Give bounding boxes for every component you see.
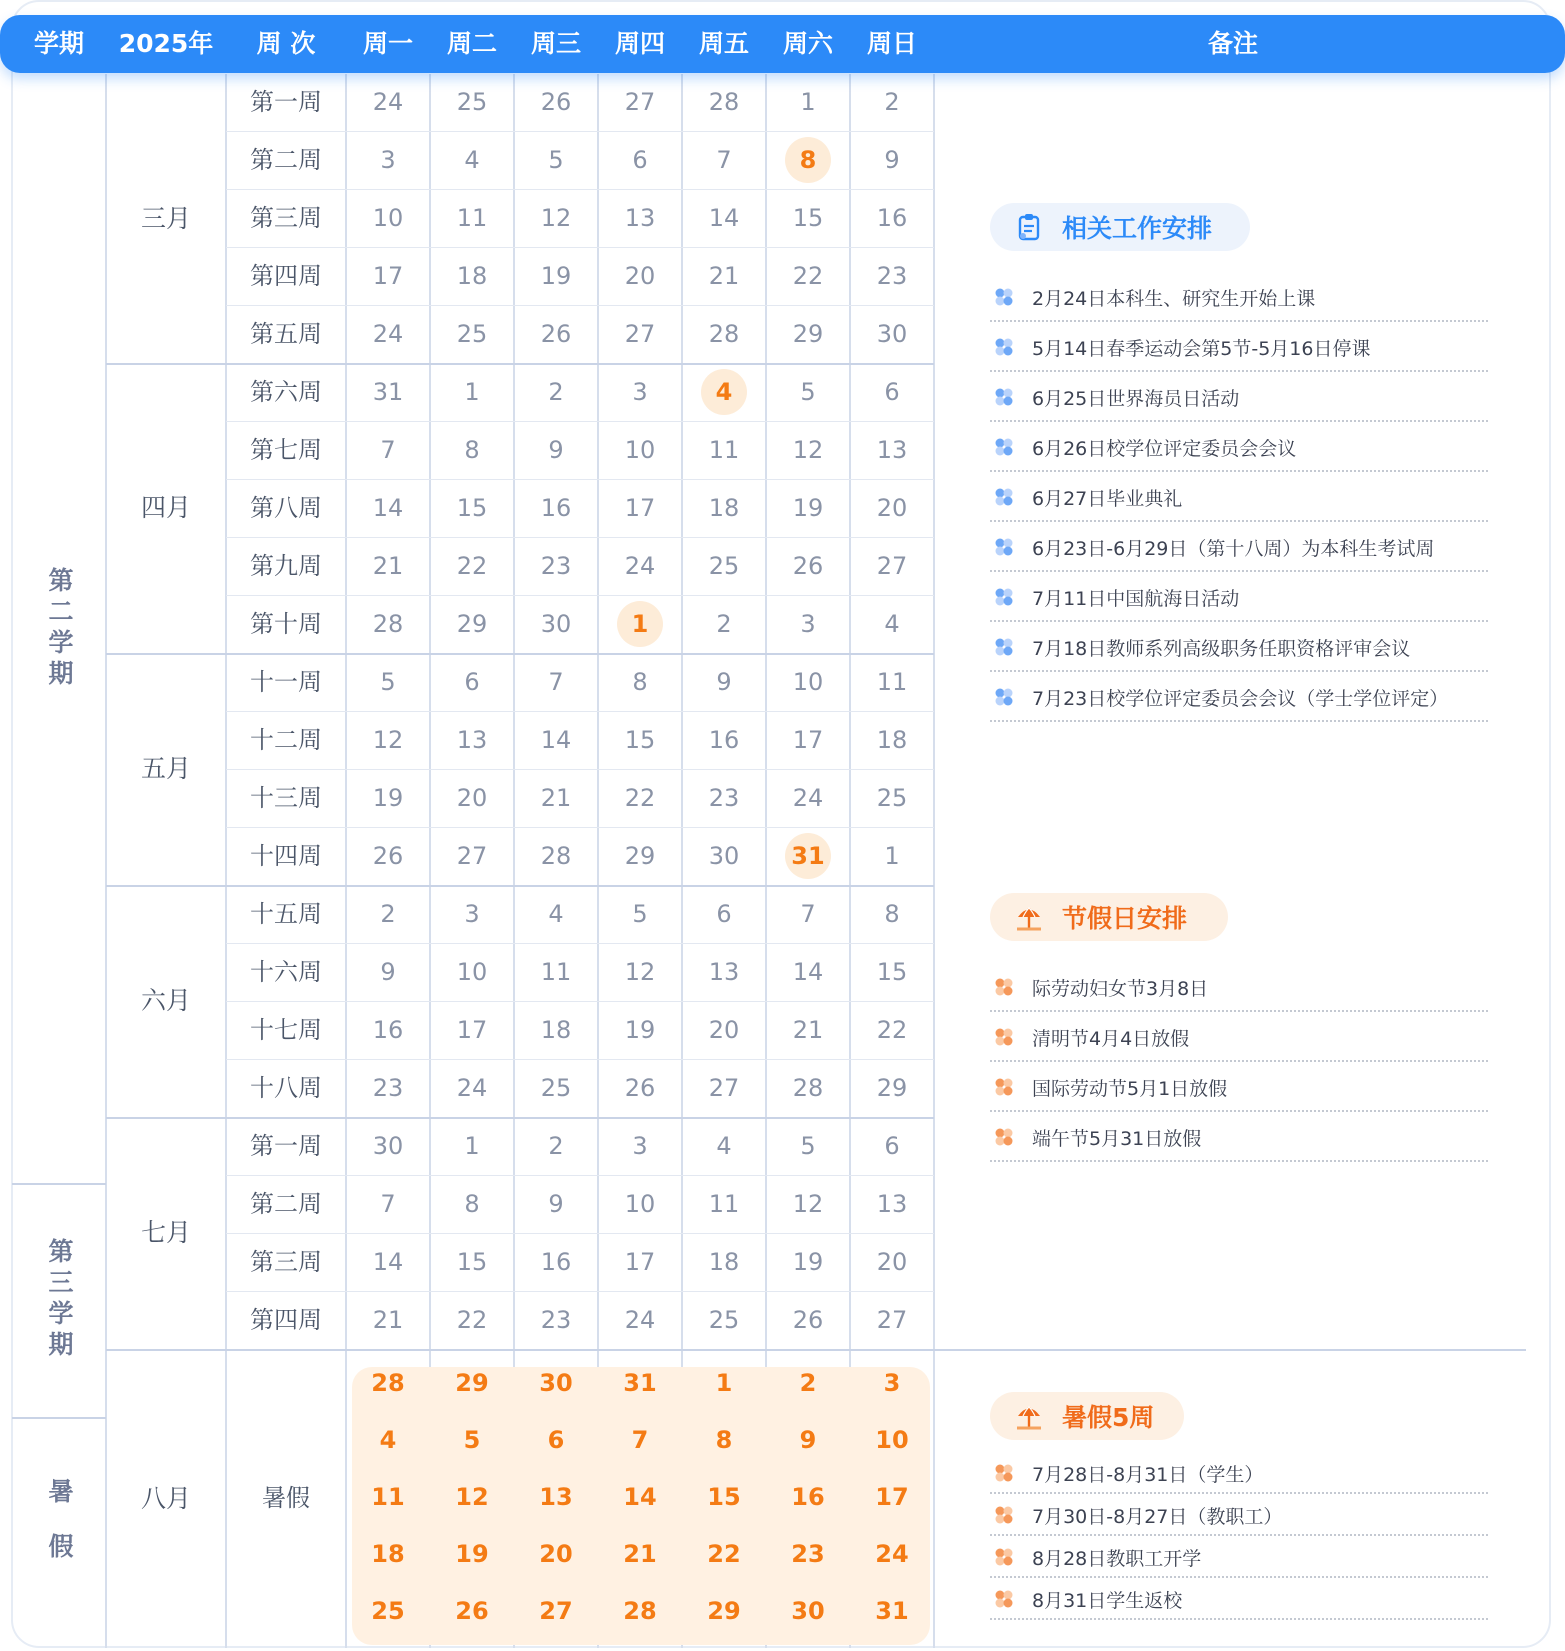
bullet-icon — [994, 1077, 1014, 1097]
calendar-date: 1 — [800, 88, 816, 116]
calendar-date: 22 — [456, 552, 488, 580]
calendar-date: 18 — [540, 1016, 572, 1044]
note-item-text: 6月25日世界海员日活动 — [1032, 387, 1240, 410]
calendar-date: 27 — [456, 842, 488, 870]
calendar-date: 23 — [540, 552, 572, 580]
calendar-date: 6 — [716, 900, 732, 928]
note-item-text: 8月28日教职工开学 — [1032, 1547, 1202, 1570]
note-item — [990, 374, 1488, 422]
calendar-date: 20 — [708, 1016, 740, 1044]
notes-section-title — [990, 203, 1250, 251]
calendar-date: 13 — [876, 1190, 908, 1218]
note-item — [990, 1014, 1488, 1062]
calendar-date: 5 — [800, 1132, 816, 1160]
calendar-date: 11 — [540, 958, 572, 986]
week-label: 十六周 — [250, 958, 322, 986]
clipboard-icon — [1014, 212, 1044, 242]
calendar-date: 8 — [464, 1190, 480, 1218]
calendar-date: 24 — [792, 784, 824, 812]
calendar-date: 3 — [464, 900, 480, 928]
header-thursday: 周四 — [614, 29, 665, 58]
note-item-text: 7月11日中国航海日活动 — [1032, 587, 1240, 610]
semester-label: 第三学期 — [45, 1238, 74, 1362]
calendar-date: 24 — [456, 1074, 488, 1102]
calendar-date: 3 — [632, 378, 648, 406]
calendar-date: 26 — [540, 320, 572, 348]
calendar-date: 7 — [380, 436, 396, 464]
summer-label: 暑假 — [262, 1484, 310, 1512]
calendar-date: 14 — [792, 958, 824, 986]
summer-date: 13 — [539, 1483, 573, 1511]
calendar-date: 1 — [464, 1132, 480, 1160]
calendar-date: 10 — [624, 436, 656, 464]
calendar-date: 27 — [876, 552, 908, 580]
calendar-date: 17 — [372, 262, 404, 290]
summer-date: 9 — [799, 1426, 817, 1454]
calendar-date: 22 — [876, 1016, 908, 1044]
summer-date: 28 — [371, 1369, 405, 1397]
calendar-date: 10 — [456, 958, 488, 986]
calendar-date: 7 — [716, 146, 732, 174]
summer-date: 29 — [455, 1369, 489, 1397]
calendar-date: 13 — [624, 204, 656, 232]
note-item-text: 端午节5月31日放假 — [1032, 1127, 1202, 1150]
week-label: 十七周 — [250, 1016, 322, 1044]
calendar-date: 14 — [372, 494, 404, 522]
calendar-date: 9 — [548, 1190, 564, 1218]
calendar-date: 10 — [372, 204, 404, 232]
header-wednesday: 周三 — [530, 29, 581, 58]
calendar-date: 20 — [876, 1248, 908, 1276]
holiday-date: 8 — [799, 146, 817, 174]
calendar-date: 4 — [716, 1132, 732, 1160]
note-item — [990, 424, 1488, 472]
week-label: 十四周 — [250, 842, 322, 870]
bullet-icon — [994, 1463, 1014, 1483]
calendar-date: 14 — [372, 1248, 404, 1276]
calendar-date: 24 — [372, 320, 404, 348]
notes-section-title-text: 暑假5周 — [1062, 1403, 1155, 1432]
bullet-icon — [994, 1547, 1014, 1567]
calendar-date: 26 — [540, 88, 572, 116]
calendar-date: 24 — [624, 552, 656, 580]
summer-date: 22 — [707, 1540, 741, 1568]
calendar-date: 18 — [708, 494, 740, 522]
calendar-date: 19 — [624, 1016, 656, 1044]
calendar-date: 28 — [708, 320, 740, 348]
calendar-date: 19 — [792, 494, 824, 522]
semester-label: 暑假 — [45, 1477, 74, 1588]
beach-umbrella-icon — [1014, 902, 1044, 932]
calendar-date: 15 — [792, 204, 824, 232]
calendar-date: 27 — [624, 88, 656, 116]
calendar-date: 20 — [876, 494, 908, 522]
calendar-date: 12 — [792, 436, 824, 464]
note-item-text: 际劳动妇女节3月8日 — [1032, 977, 1209, 1000]
bullet-icon — [994, 537, 1014, 557]
calendar-date: 15 — [876, 958, 908, 986]
note-item-text: 国际劳动节5月1日放假 — [1032, 1077, 1228, 1100]
beach-umbrella-icon — [1014, 1401, 1044, 1431]
calendar-date: 4 — [884, 610, 900, 638]
header-semester: 学期 — [33, 29, 84, 58]
note-item — [990, 964, 1488, 1012]
note-item — [990, 1496, 1488, 1536]
calendar-date: 23 — [540, 1306, 572, 1334]
calendar-date: 8 — [632, 668, 648, 696]
week-label: 十三周 — [250, 784, 322, 812]
calendar-date: 28 — [708, 88, 740, 116]
header-sunday: 周日 — [866, 29, 917, 58]
summer-date: 18 — [371, 1540, 405, 1568]
note-item — [990, 274, 1488, 322]
summer-date: 31 — [875, 1597, 909, 1625]
bullet-icon — [994, 977, 1014, 997]
summer-date: 4 — [379, 1426, 397, 1454]
calendar-date: 27 — [624, 320, 656, 348]
summer-date: 16 — [791, 1483, 825, 1511]
week-label: 第二周 — [250, 146, 322, 174]
calendar-date: 21 — [708, 262, 740, 290]
week-label: 第三周 — [250, 204, 322, 232]
note-item — [990, 674, 1488, 722]
calendar-date: 3 — [632, 1132, 648, 1160]
week-label: 十八周 — [250, 1074, 322, 1102]
calendar-date: 7 — [380, 1190, 396, 1218]
calendar-date: 10 — [792, 668, 824, 696]
calendar-date: 19 — [372, 784, 404, 812]
calendar-date: 9 — [884, 146, 900, 174]
summer-date: 14 — [623, 1483, 657, 1511]
calendar-date: 16 — [876, 204, 908, 232]
calendar-date: 29 — [876, 1074, 908, 1102]
month-label: 七月 — [140, 1218, 191, 1247]
calendar-date: 2 — [380, 900, 396, 928]
month-label: 八月 — [140, 1484, 191, 1513]
calendar-date: 29 — [624, 842, 656, 870]
calendar-date: 5 — [800, 378, 816, 406]
summer-date: 20 — [539, 1540, 573, 1568]
calendar-date: 17 — [624, 1248, 656, 1276]
month-label: 三月 — [140, 204, 191, 233]
note-item-text: 8月31日学生返校 — [1032, 1589, 1183, 1612]
calendar-date: 15 — [624, 726, 656, 754]
note-item-text: 7月23日校学位评定委员会会议（学士学位评定） — [1032, 687, 1449, 710]
calendar-date: 17 — [456, 1016, 488, 1044]
summer-date: 2 — [799, 1369, 817, 1397]
calendar-date: 23 — [708, 784, 740, 812]
calendar-date: 8 — [464, 436, 480, 464]
calendar-date: 16 — [540, 494, 572, 522]
notes-section-title-text: 相关工作安排 — [1062, 214, 1213, 243]
note-item — [990, 1064, 1488, 1112]
calendar-date: 1 — [464, 378, 480, 406]
summer-date: 1 — [715, 1369, 733, 1397]
calendar-date: 14 — [708, 204, 740, 232]
bullet-icon — [994, 287, 1014, 307]
summer-date: 17 — [875, 1483, 909, 1511]
summer-date: 3 — [883, 1369, 901, 1397]
header-year: 2025年 — [118, 29, 214, 58]
calendar-date: 7 — [800, 900, 816, 928]
bullet-icon — [994, 637, 1014, 657]
week-label: 十二周 — [250, 726, 322, 754]
calendar-date: 16 — [540, 1248, 572, 1276]
bullet-icon — [994, 337, 1014, 357]
calendar-date: 30 — [540, 610, 572, 638]
summer-date: 26 — [455, 1597, 489, 1625]
bullet-icon — [994, 487, 1014, 507]
calendar-date: 25 — [708, 1306, 740, 1334]
week-label: 第七周 — [250, 436, 322, 464]
calendar-date: 4 — [548, 900, 564, 928]
calendar-date: 6 — [464, 668, 480, 696]
week-label: 第一周 — [250, 88, 322, 116]
calendar-date: 23 — [876, 262, 908, 290]
week-label: 第四周 — [250, 262, 322, 290]
week-label: 第十周 — [250, 610, 322, 638]
calendar-date: 14 — [540, 726, 572, 754]
week-label: 第四周 — [250, 1306, 322, 1334]
summer-date: 15 — [707, 1483, 741, 1511]
calendar-date: 16 — [372, 1016, 404, 1044]
month-label: 六月 — [140, 986, 191, 1015]
week-label: 第二周 — [250, 1190, 322, 1218]
calendar-date: 20 — [624, 262, 656, 290]
bullet-icon — [994, 587, 1014, 607]
summer-date: 21 — [623, 1540, 657, 1568]
summer-date: 19 — [455, 1540, 489, 1568]
holiday-date: 4 — [715, 378, 733, 406]
note-item — [990, 1538, 1488, 1578]
summer-date: 10 — [875, 1426, 909, 1454]
calendar-date: 12 — [624, 958, 656, 986]
calendar-date: 12 — [372, 726, 404, 754]
calendar-date: 15 — [456, 1248, 488, 1276]
notes-section-title — [990, 893, 1228, 941]
calendar-date: 5 — [632, 900, 648, 928]
table-header — [0, 15, 1565, 73]
week-label: 第一周 — [250, 1132, 322, 1160]
calendar-date: 20 — [456, 784, 488, 812]
calendar-date: 3 — [380, 146, 396, 174]
bullet-icon — [994, 1127, 1014, 1147]
note-item — [990, 524, 1488, 572]
calendar-date: 18 — [456, 262, 488, 290]
note-item — [990, 1454, 1488, 1494]
summer-date: 27 — [539, 1597, 573, 1625]
calendar-date: 29 — [456, 610, 488, 638]
calendar-date: 28 — [372, 610, 404, 638]
calendar-date: 6 — [632, 146, 648, 174]
calendar-date: 28 — [792, 1074, 824, 1102]
week-label: 第三周 — [250, 1248, 322, 1276]
calendar-date: 21 — [372, 1306, 404, 1334]
summer-date: 31 — [623, 1369, 657, 1397]
bullet-icon — [994, 1589, 1014, 1609]
calendar-date: 24 — [372, 88, 404, 116]
calendar-date: 22 — [624, 784, 656, 812]
calendar-date: 6 — [884, 378, 900, 406]
calendar-date: 12 — [540, 204, 572, 232]
calendar-date: 16 — [708, 726, 740, 754]
calendar-date: 11 — [708, 436, 740, 464]
calendar-date: 17 — [624, 494, 656, 522]
bullet-icon — [994, 1505, 1014, 1525]
summer-date: 12 — [455, 1483, 489, 1511]
summer-date: 25 — [371, 1597, 405, 1625]
calendar-date: 31 — [372, 378, 404, 406]
calendar-date: 30 — [372, 1132, 404, 1160]
calendar-date: 13 — [876, 436, 908, 464]
calendar-date: 10 — [624, 1190, 656, 1218]
header-friday: 周五 — [698, 29, 749, 58]
week-label: 十一周 — [250, 668, 322, 696]
calendar-date: 24 — [624, 1306, 656, 1334]
calendar-date: 2 — [716, 610, 732, 638]
calendar-date: 22 — [792, 262, 824, 290]
calendar-date: 2 — [548, 378, 564, 406]
calendar-date: 9 — [548, 436, 564, 464]
semester-label: 第二学期 — [45, 566, 74, 691]
calendar-date: 25 — [456, 88, 488, 116]
holiday-date: 31 — [791, 842, 825, 870]
calendar-date: 9 — [380, 958, 396, 986]
summer-date: 30 — [539, 1369, 573, 1397]
header-saturday: 周六 — [782, 29, 833, 58]
week-label: 第八周 — [250, 494, 322, 522]
month-label: 四月 — [140, 493, 191, 522]
holiday-date: 1 — [631, 610, 649, 638]
calendar-date: 25 — [876, 784, 908, 812]
note-item-text: 5月14日春季运动会第5节-5月16日停课 — [1032, 337, 1371, 360]
summer-date: 23 — [791, 1540, 825, 1568]
header-notes: 备注 — [1207, 29, 1258, 58]
header-week-number: 周 次 — [256, 29, 316, 58]
calendar-date: 25 — [456, 320, 488, 348]
calendar-date: 22 — [456, 1306, 488, 1334]
calendar-date: 6 — [884, 1132, 900, 1160]
notes-section-title-text: 节假日安排 — [1062, 904, 1188, 933]
summer-date: 29 — [707, 1597, 741, 1625]
note-item — [990, 324, 1488, 372]
note-item — [990, 1580, 1488, 1620]
calendar-date: 15 — [456, 494, 488, 522]
calendar-date: 2 — [884, 88, 900, 116]
calendar-date: 19 — [792, 1248, 824, 1276]
calendar-date: 11 — [456, 204, 488, 232]
calendar-date: 21 — [540, 784, 572, 812]
summer-date: 6 — [547, 1426, 565, 1454]
calendar-date: 8 — [884, 900, 900, 928]
summer-date: 28 — [623, 1597, 657, 1625]
calendar-date: 26 — [792, 1306, 824, 1334]
calendar-date: 12 — [792, 1190, 824, 1218]
note-item-text: 清明节4月4日放假 — [1032, 1027, 1190, 1050]
notes-section-title — [990, 1392, 1184, 1440]
note-item-text: 2月24日本科生、研究生开始上课 — [1032, 287, 1316, 310]
calendar-date: 26 — [372, 842, 404, 870]
calendar-date: 30 — [876, 320, 908, 348]
summer-date: 24 — [875, 1540, 909, 1568]
summer-date: 7 — [631, 1426, 649, 1454]
week-label: 第六周 — [250, 378, 322, 406]
bullet-icon — [994, 387, 1014, 407]
summer-date: 8 — [715, 1426, 733, 1454]
note-item-text: 7月28日-8月31日（学生） — [1032, 1463, 1264, 1486]
calendar-date: 7 — [548, 668, 564, 696]
calendar-date: 5 — [380, 668, 396, 696]
note-item — [990, 474, 1488, 522]
note-item-text: 6月26日校学位评定委员会会议 — [1032, 437, 1297, 460]
calendar-date: 13 — [456, 726, 488, 754]
note-item-text: 6月23日-6月29日（第十八周）为本科生考试周 — [1032, 537, 1435, 560]
calendar-date: 25 — [540, 1074, 572, 1102]
note-item-text: 6月27日毕业典礼 — [1032, 487, 1183, 510]
calendar-date: 21 — [792, 1016, 824, 1044]
week-label: 第五周 — [250, 320, 322, 348]
calendar-date: 26 — [624, 1074, 656, 1102]
header-tuesday: 周二 — [446, 29, 497, 58]
calendar-date: 26 — [792, 552, 824, 580]
summer-date: 11 — [371, 1483, 405, 1511]
header-monday: 周一 — [362, 29, 413, 58]
calendar-date: 18 — [876, 726, 908, 754]
calendar-date: 25 — [708, 552, 740, 580]
bullet-icon — [994, 1027, 1014, 1047]
calendar-date: 13 — [708, 958, 740, 986]
calendar-date: 3 — [800, 610, 816, 638]
calendar-date: 17 — [792, 726, 824, 754]
calendar-date: 19 — [540, 262, 572, 290]
calendar-date: 30 — [708, 842, 740, 870]
summer-date: 30 — [791, 1597, 825, 1625]
note-item — [990, 1114, 1488, 1162]
note-item — [990, 624, 1488, 672]
calendar-date: 27 — [708, 1074, 740, 1102]
calendar-date: 2 — [548, 1132, 564, 1160]
calendar-date: 23 — [372, 1074, 404, 1102]
calendar-date: 28 — [540, 842, 572, 870]
calendar-date: 29 — [792, 320, 824, 348]
note-item-text: 7月18日教师系列高级职务任职资格评审会议 — [1032, 637, 1411, 660]
week-label: 第九周 — [250, 552, 322, 580]
calendar-date: 5 — [548, 146, 564, 174]
bullet-icon — [994, 687, 1014, 707]
note-item — [990, 574, 1488, 622]
calendar-date: 1 — [884, 842, 900, 870]
month-label: 五月 — [140, 754, 191, 783]
week-label: 十五周 — [250, 900, 322, 928]
bullet-icon — [994, 437, 1014, 457]
calendar-date: 11 — [708, 1190, 740, 1218]
calendar-date: 9 — [716, 668, 732, 696]
calendar-date: 4 — [464, 146, 480, 174]
calendar-date: 18 — [708, 1248, 740, 1276]
calendar-date: 11 — [876, 668, 908, 696]
note-item-text: 7月30日-8月27日（教职工） — [1032, 1505, 1283, 1528]
calendar-date: 27 — [876, 1306, 908, 1334]
summer-date: 5 — [463, 1426, 481, 1454]
calendar-date: 21 — [372, 552, 404, 580]
